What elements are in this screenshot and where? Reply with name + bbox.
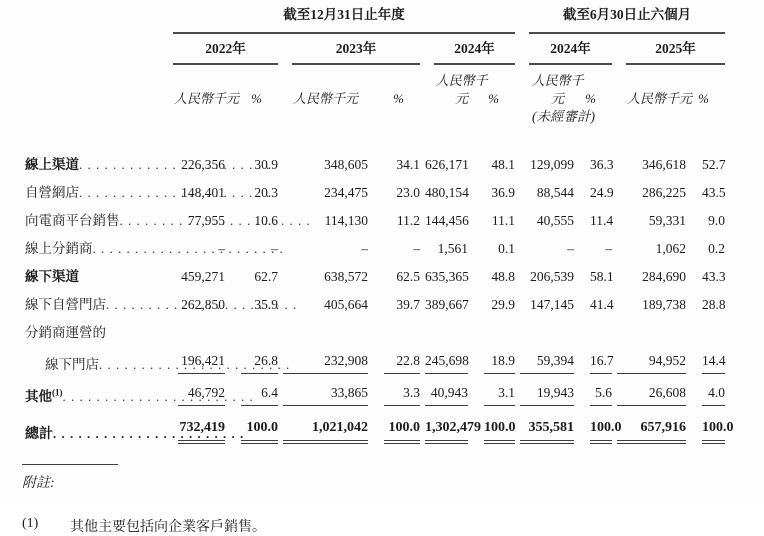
value-cell <box>173 314 225 342</box>
row-label-cell <box>25 342 173 374</box>
unit-label: 人民幣千元 <box>174 91 240 106</box>
pct-label: % <box>251 91 262 106</box>
percent-cell: 36.3 <box>590 157 614 172</box>
empty-corner <box>25 6 173 34</box>
value-cell: 348,605 <box>324 157 368 172</box>
value-cell: 626,171 <box>425 157 469 172</box>
unit-header-g4 <box>515 65 612 108</box>
row-label: 其他$^{(1)}$ <box>25 387 63 404</box>
unit-label: 人民幣千元 <box>293 91 359 106</box>
period-span-row <box>25 6 725 34</box>
footnote-marker: (1) <box>22 516 39 531</box>
percent-cell <box>368 314 420 342</box>
table-row <box>25 146 725 174</box>
row-label: 線下門店 <box>45 357 99 372</box>
value-cell: 657,916 <box>612 406 686 444</box>
unaudited-row <box>25 108 725 126</box>
percent-cell: 29.9 <box>491 297 515 312</box>
percent-cell: 34.1 <box>396 157 420 172</box>
percent-cell: 58.1 <box>590 269 614 284</box>
value-cell: 286,225 <box>642 185 686 200</box>
value-cell <box>278 314 368 342</box>
value-cell: 480,154 <box>425 185 469 200</box>
unit-header-g2 <box>278 65 420 108</box>
value-cell: 33,865 <box>278 374 368 406</box>
percent-cell: 5.6 <box>574 374 612 406</box>
footnote-ref: (1) <box>52 387 63 398</box>
value-cell: 1,021,042 <box>278 406 368 444</box>
percent-cell: 16.7 <box>574 342 612 374</box>
value-cell: 144,456 <box>425 213 469 228</box>
row-label: 線下自營門店 <box>25 297 106 312</box>
col-header-year-2023: 2023年 <box>278 34 420 65</box>
row-label-cell <box>25 174 173 202</box>
table-row <box>25 286 725 314</box>
percent-cell: 26.8 <box>225 342 278 374</box>
col-header-year-2022: 2022年 <box>173 34 278 65</box>
percent-cell: 28.8 <box>702 297 726 312</box>
percent-cell: 52.7 <box>702 157 726 172</box>
percent-cell: – <box>605 241 612 256</box>
value-cell: 46,792 <box>173 374 225 406</box>
value-cell: 232,908 <box>278 342 368 374</box>
percent-cell: 18.9 <box>468 342 515 374</box>
value-cell: 88,544 <box>536 185 574 200</box>
footnotes-block <box>22 464 764 536</box>
value-cell: 59,394 <box>515 342 574 374</box>
row-label: 自營網店 <box>25 185 79 200</box>
row-label-cell <box>25 230 173 258</box>
footnote-text: 其他主要包括向企業客戶銷售。 <box>70 520 266 535</box>
row-label: 線上分銷商 <box>25 241 93 256</box>
value-cell: 245,698 <box>420 342 468 374</box>
value-cell: 732,419 <box>173 406 225 444</box>
value-cell: 40,555 <box>536 213 574 228</box>
percent-cell: 6.4 <box>225 374 278 406</box>
percent-cell: 62.7 <box>254 269 278 284</box>
unaudited-note: (未經審計) <box>532 109 595 124</box>
revenue-breakdown-table <box>25 6 734 444</box>
value-cell: 114,130 <box>324 213 368 228</box>
table-row <box>25 174 725 202</box>
percent-cell: – <box>413 241 420 256</box>
annual-period-label: 截至12月31日止年度 <box>173 6 515 34</box>
percent-cell: – <box>271 241 278 256</box>
value-cell: 77,955 <box>187 213 225 228</box>
row-label: 分銷商運營的 <box>25 325 106 340</box>
percent-cell <box>225 314 278 342</box>
value-cell: 638,572 <box>324 269 368 284</box>
unit-header-g3 <box>420 65 515 108</box>
percent-cell: 30.9 <box>254 157 278 172</box>
document-page <box>0 6 764 535</box>
value-cell: 147,145 <box>530 297 574 312</box>
dot-leader <box>63 388 254 406</box>
table-row <box>25 202 725 230</box>
percent-cell: 0.2 <box>708 241 725 256</box>
value-cell: 262,850 <box>181 297 225 312</box>
row-label-cell <box>25 258 173 286</box>
percent-cell: 43.5 <box>702 185 726 200</box>
value-cell: 148,401 <box>181 185 225 200</box>
value-cell: 19,943 <box>515 374 574 406</box>
unit-header-g5 <box>612 65 725 108</box>
interim-period-label: 截至6月30日止六個月 <box>529 6 725 34</box>
unit-label: 人民幣千元 <box>531 73 584 106</box>
percent-cell: 43.3 <box>702 269 726 284</box>
percent-cell: 22.8 <box>368 342 420 374</box>
percent-cell: 35.9 <box>254 297 278 312</box>
value-cell: 635,365 <box>425 269 469 284</box>
row-label: 總計 <box>25 427 53 442</box>
header-spacer <box>25 126 725 146</box>
unit-header-row <box>25 65 725 108</box>
value-cell: 346,618 <box>642 157 686 172</box>
unit-label: 人民幣千元 <box>435 73 488 106</box>
percent-cell: 3.1 <box>468 374 515 406</box>
footnote-item <box>22 516 764 536</box>
table-body <box>25 146 734 444</box>
col-span-annual <box>173 6 515 34</box>
value-cell: – <box>218 241 225 256</box>
percent-cell: 39.7 <box>396 297 420 312</box>
unit-label: 人民幣千元 <box>627 91 693 106</box>
value-cell: – <box>361 241 368 256</box>
value-cell: 59,331 <box>648 213 686 228</box>
value-cell: 196,421 <box>173 342 225 374</box>
table-row <box>25 374 725 406</box>
value-cell <box>420 314 468 342</box>
value-cell: 1,302,479 <box>420 406 468 444</box>
percent-cell: 14.4 <box>686 342 725 374</box>
unit-header-g1 <box>173 65 278 108</box>
percent-cell <box>574 314 612 342</box>
percent-cell: 36.9 <box>491 185 515 200</box>
dot-leader <box>79 156 270 174</box>
value-cell: 26,608 <box>612 374 686 406</box>
col-header-year-2024-interim: 2024年 <box>515 34 612 65</box>
percent-cell: 48.1 <box>491 157 515 172</box>
percent-cell: 48.8 <box>491 269 515 284</box>
percent-cell: 11.1 <box>491 213 515 228</box>
value-cell: 284,690 <box>642 269 686 284</box>
value-cell <box>612 314 686 342</box>
value-cell: 226,356 <box>181 157 225 172</box>
percent-cell: 11.2 <box>396 213 420 228</box>
row-label-cell <box>25 286 173 314</box>
value-cell: 206,539 <box>530 269 574 284</box>
percent-cell: 62.5 <box>396 269 420 284</box>
dot-leader <box>79 184 270 202</box>
percent-cell: 100.0 <box>686 406 725 444</box>
table-row <box>25 230 725 258</box>
table-row <box>25 314 725 342</box>
value-cell <box>515 314 574 342</box>
value-cell: 389,667 <box>425 297 469 312</box>
value-cell: 234,475 <box>324 185 368 200</box>
row-label-cell <box>25 406 173 444</box>
pct-label: % <box>585 91 596 106</box>
col-span-interim <box>515 6 725 34</box>
pct-label: % <box>393 91 404 106</box>
dot-leader <box>93 240 284 258</box>
value-cell: 355,581 <box>515 406 574 444</box>
percent-cell: 0.1 <box>498 241 515 256</box>
year-header-row <box>25 34 725 65</box>
row-label: 向電商平台銷售 <box>25 213 120 228</box>
percent-cell: 3.3 <box>368 374 420 406</box>
percent-cell: 10.6 <box>254 213 278 228</box>
value-cell: 94,952 <box>612 342 686 374</box>
row-label: 線上渠道 <box>25 157 79 172</box>
percent-cell <box>468 314 515 342</box>
value-cell: 459,271 <box>181 269 225 284</box>
footnotes-label: 附註: <box>22 476 55 491</box>
value-cell: – <box>567 241 574 256</box>
value-cell: 405,664 <box>324 297 368 312</box>
percent-cell: 100.0 <box>468 406 515 444</box>
percent-cell: 100.0 <box>574 406 612 444</box>
percent-cell: 100.0 <box>225 406 278 444</box>
row-label-cell <box>25 146 173 174</box>
value-cell: 1,062 <box>655 241 686 256</box>
row-label-cell <box>25 314 173 342</box>
pct-label: % <box>698 91 709 106</box>
footnote-divider <box>22 464 118 465</box>
value-cell: 40,943 <box>420 374 468 406</box>
table-row <box>25 342 725 374</box>
percent-cell: 41.4 <box>590 297 614 312</box>
table-row <box>25 406 725 444</box>
percent-cell <box>686 314 725 342</box>
value-cell: 189,738 <box>642 297 686 312</box>
row-label: 線下渠道 <box>25 269 79 284</box>
value-cell: 129,099 <box>530 157 574 172</box>
pct-label: % <box>488 91 499 106</box>
percent-cell: 11.4 <box>590 213 614 228</box>
percent-cell: 20.3 <box>254 185 278 200</box>
col-header-year-2024: 2024年 <box>420 34 515 65</box>
percent-cell: 4.0 <box>686 374 725 406</box>
value-cell: 1,561 <box>437 241 468 256</box>
row-label-cell <box>25 202 173 230</box>
percent-cell: 100.0 <box>368 406 420 444</box>
percent-cell: 9.0 <box>708 213 725 228</box>
col-header-year-2025-interim: 2025年 <box>612 34 725 65</box>
percent-cell: 23.0 <box>396 185 420 200</box>
table-row <box>25 258 725 286</box>
percent-cell: 24.9 <box>590 185 614 200</box>
row-label-cell <box>25 374 173 406</box>
